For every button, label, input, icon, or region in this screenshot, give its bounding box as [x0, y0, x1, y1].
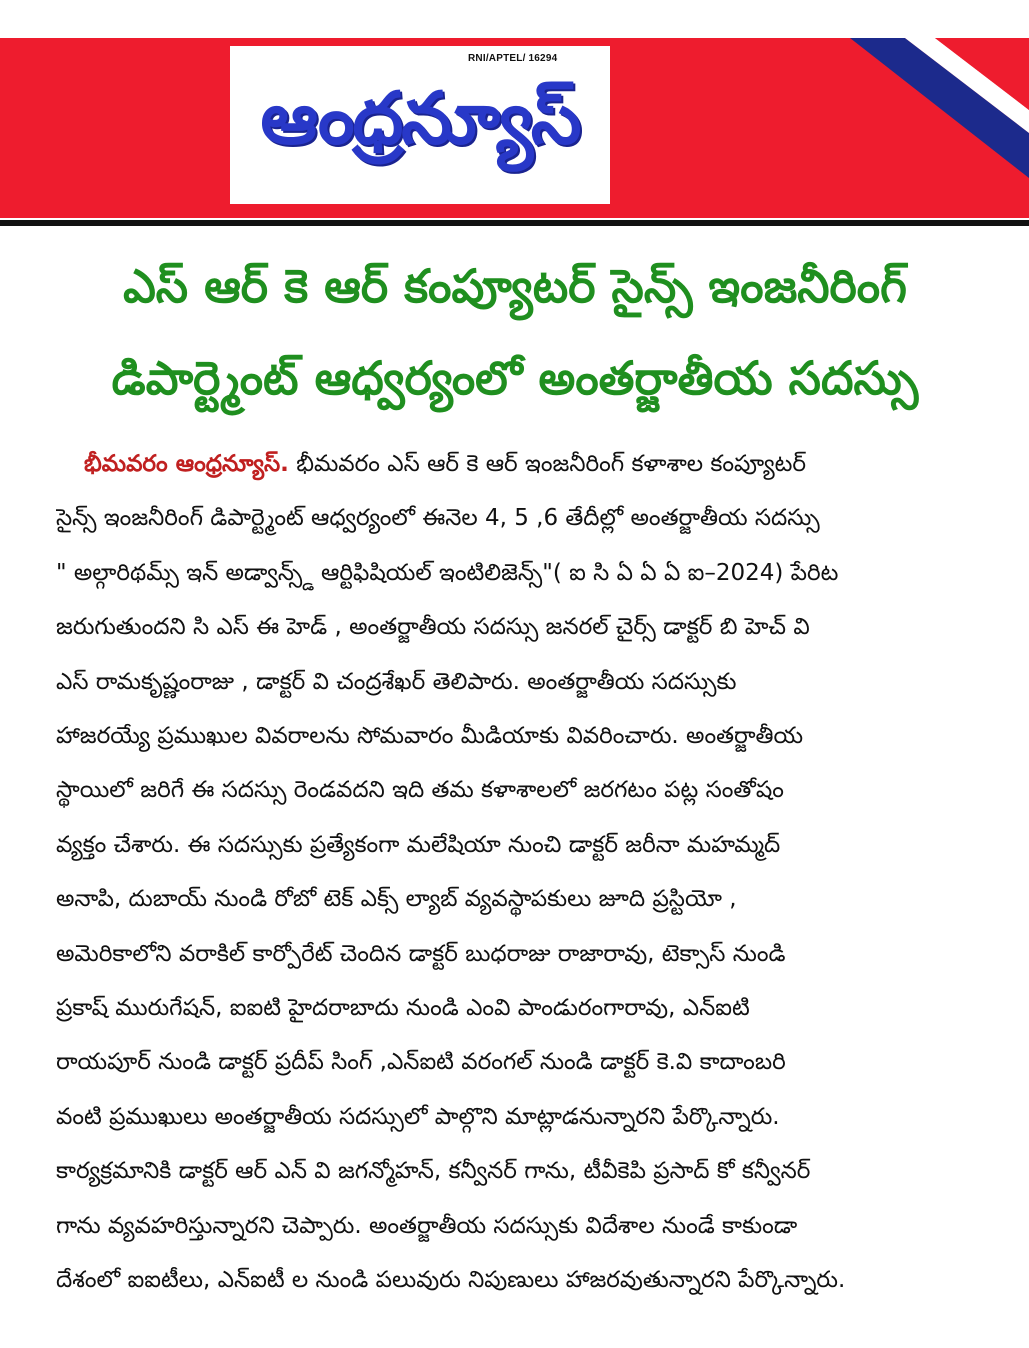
article-line: వ్యక్తం చేశారు. ఈ సదస్సుకు ప్రత్యేకంగా మలేషియా నుంచి డాక్టర్ జరీనా మహమ్మద్: [56, 831, 781, 858]
headline-line-2: డిపార్ట్మెంట్ ఆధ్వర్యంలో అంతర్జాతీయ సదస్సు: [111, 351, 919, 405]
article-line: జరుగుతుందని సి ఎస్ ఈ హెడ్ , అంతర్జాతీయ సదస్సు జనరల్ చైర్స్ డాక్టర్ బి హెచ్ వి: [56, 614, 810, 641]
newspaper-logo: ఆంధ్రన్యూస్: [260, 76, 580, 160]
article-line: రాయపూర్ నుండి డాక్టర్ ప్రదీప్ సింగ్ ,ఎన్ఐటి వరంగల్ నుండి డాక్టర్ కె.వి కాదాంబరి: [56, 1049, 786, 1076]
article-line: హాజరయ్యే ప్రముఖుల వివరాలను సోమవారం మీడియాకు వివరించారు. అంతర్జాతీయ: [56, 723, 804, 750]
article-line: గాను వ్యవహరిస్తున్నారని చెప్పారు. అంతర్జాతీయ సదస్సుకు విదేశాల నుండే కాకుండా: [56, 1212, 798, 1239]
article-line: అనాపి, దుబాయ్ నుండి రోబో టెక్ ఎక్స్ ల్యాబ్ వ్యవస్థాపకులు జూది ప్రస్టియో ,: [56, 886, 737, 913]
article-line: సైన్స్ ఇంజనీరింగ్ డిపార్ట్మెంట్ ఆధ్వర్యంలో ఈనెల 4, 5 ,6 తేదీల్లో అంతర్జాతీయ సదస్సు: [56, 505, 820, 532]
registration-number: RNI/APTEL/ 16294: [468, 53, 558, 64]
article-line: కార్యక్రమానికి డాక్టర్ ఆర్ ఎన్ వి జగన్మోహన్, కన్వీనర్ గాను, టీవీకెపి ప్రసాద్ కో కన్వీనర్: [56, 1158, 811, 1185]
article-line: స్థాయిలో జరిగే ఈ సదస్సు రెండవదని ఇది తమ కళాశాలలో జరగటం పట్ల సంతోషం: [56, 777, 784, 804]
article-line: దేశంలో ఐఐటీలు, ఎన్ఐటీ ల నుండి పలువురు నిపుణులు హాజరవుతున్నారని పేర్కొన్నారు.: [56, 1267, 846, 1294]
article-line: వంటి ప్రముఖులు అంతర్జాతీయ సదస్సులో పాల్గొని మాట్లాడనున్నారని పేర్కొన్నారు.: [56, 1103, 780, 1130]
article-line: ప్రకాష్ మురుగేషన్, ఐఐటి హైదరాబాదు నుండి ఎంవి పాండురంగారావు, ఎన్ఐటి: [56, 995, 750, 1022]
article-line-text: భీమవరం ఎస్ ఆర్ కె ఆర్ ఇంజనీరింగ్ కళాశాల కంప్యూటర్: [288, 451, 807, 477]
masthead-rule: [0, 220, 1029, 226]
dateline: భీమవరం ఆంధ్రన్యూస్.: [84, 451, 289, 477]
article-line: ఎస్ రామకృష్ణంరాజు , డాక్టర్ వి చంద్రశేఖర్ తెలిపారు. అంతర్జాతీయ సదస్సుకు: [56, 668, 737, 695]
article-line: అమెరికాలోని వరాకిల్ కార్పోరేట్ చెందిన డాక్టర్ బుధరాజు రాజారావు, టెక్సాస్ నుండి: [56, 940, 786, 967]
article-body: [56, 437, 976, 1308]
headline-line-1: ఎస్ ఆర్ కె ఆర్ కంప్యూటర్ సైన్స్ ఇంజనీరింగ్: [123, 259, 907, 313]
article-line: [56, 437, 976, 491]
article-line: " అల్గారిథమ్స్ ఇన్ అడ్వాన్స్డ్ ఆర్టిఫిషియల్ ఇంటిలిజెన్స్"( ఐ సి ఏ ఏ ఏ ఐ–2024) పేరిట: [56, 559, 839, 586]
